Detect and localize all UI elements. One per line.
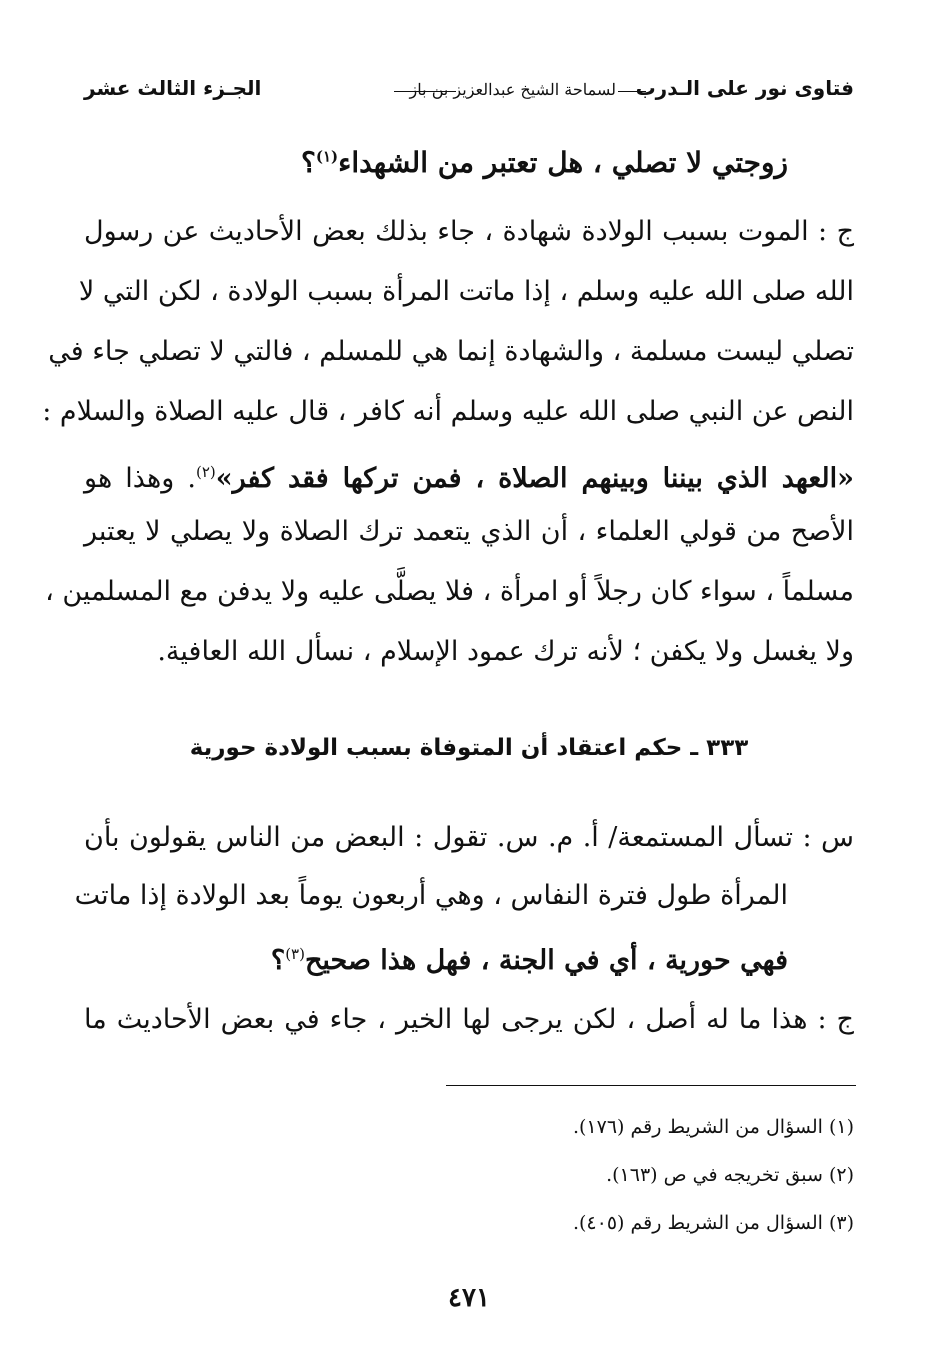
footnote-ref-2: (٢) <box>195 463 216 481</box>
answer-1-line: مسلماً ، سواء كان رجلاً أو امرأة ، فلا يصلَّى عليه ولا يدفن مع المسلمين ، <box>45 576 854 607</box>
question-2-text: فهي حورية ، أي في الجنة ، فهل هذا صحيح <box>304 945 788 976</box>
volume-label: الجـزء الثالث عشر <box>84 76 262 100</box>
header-dash <box>618 91 646 92</box>
answer-1-line: الله صلى الله عليه وسلم ، إذا ماتت المرأة بسبب الولادة ، لكن التي لا <box>78 276 854 307</box>
footnote-ref-1: (١) <box>315 147 339 166</box>
book-title: فتاوى نور على الـدرب <box>635 76 854 100</box>
answer-1-line: ج : الموت بسبب الولادة شهادة ، جاء بذلك بعض الأحاديث عن رسول <box>84 216 854 247</box>
section-title: ٣٣٣ ـ حكم اعتقاد أن المتوفاة بسبب الولادة حورية <box>189 735 749 761</box>
question-mark: ؟ <box>270 945 286 976</box>
question-2-line <box>84 934 788 981</box>
footnote: (٣) السؤال من الشريط رقم (٤٠٥). <box>572 1212 854 1234</box>
answer-1-line: تصلي ليست مسلمة ، والشهادة إنما هي للمسلم ، فالتي لا تصلي جاء في <box>48 336 854 367</box>
answer-1-line: النص عن النبي صلى الله عليه وسلم أنه كافر ، قال عليه الصلاة والسلام : <box>42 396 854 427</box>
running-header <box>84 72 854 106</box>
question-1-text: زوجتي لا تصلي ، هل تعتبر من الشهداء <box>338 146 788 179</box>
hadith-quote: «العهد الذي بيننا وبينهم الصلاة ، فمن تركها فقد كفر» <box>215 463 854 494</box>
footnote-divider <box>446 1085 856 1086</box>
header-dash <box>394 91 456 92</box>
question-1 <box>301 146 788 179</box>
answer-1-tail: . وهذا هو <box>84 463 196 494</box>
footnote: (١) السؤال من الشريط رقم (١٧٦). <box>572 1116 854 1138</box>
question-mark: ؟ <box>301 146 316 179</box>
answer-2-line: ج : هذا ما له أصل ، لكن يرجى لها الخير ، جاء في بعض الأحاديث ما <box>84 1004 854 1035</box>
answer-1-line: الأصح من قولي العلماء ، أن الذي يتعمد ترك الصلاة ولا يصلي لا يعتبر <box>84 516 854 547</box>
author-line: لسماحة الشيخ عبدالعزيز بن باز <box>409 80 616 99</box>
page-number: ٤٧١ <box>448 1283 490 1313</box>
footnote: (٢) سبق تخريجه في ص (١٦٣). <box>606 1164 854 1186</box>
answer-1-line-hadith <box>84 452 854 499</box>
question-2-line: س : تسأل المستمعة/ أ. م. س. تقول : البعض من الناس يقولون بأن <box>84 822 854 853</box>
question-2-line: المرأة طول فترة النفاس ، وهي أربعون يوماً بعد الولادة إذا ماتت <box>74 880 788 911</box>
answer-1-line: ولا يغسل ولا يكفن ؛ لأنه ترك عمود الإسلام ، نسأل الله العافية. <box>157 636 854 667</box>
footnote-ref-3: (٣) <box>285 945 305 963</box>
